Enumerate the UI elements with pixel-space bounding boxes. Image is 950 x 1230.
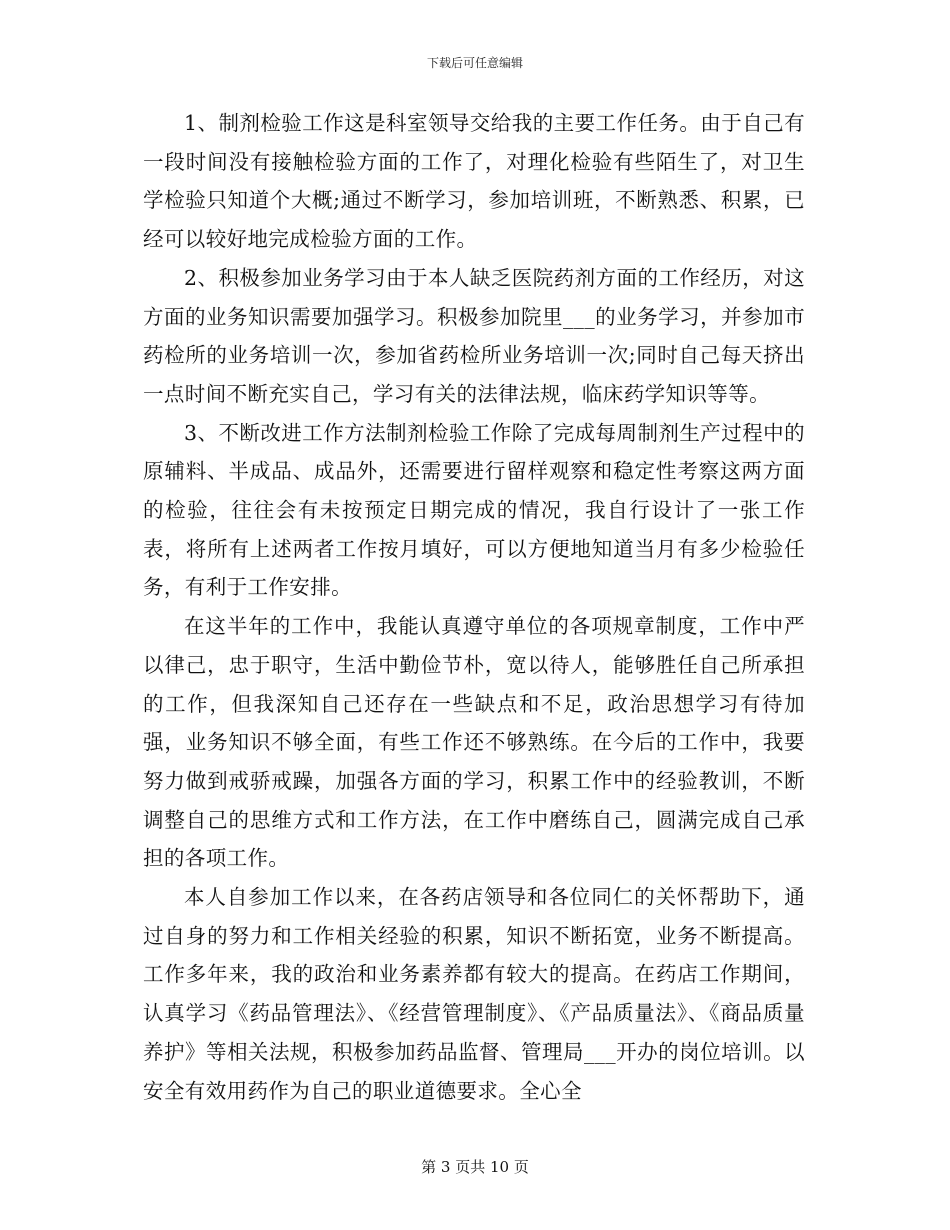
paragraph-3: 3、不断改进工作方法制剂检验工作除了完成每周制剂生产过程中的原辅料、半成品、成品外，还需要进行留样观察和稳定性考察这两方面的检验，往往会有未按预定日期完成的情况，我自行设计了一张工作表，将所有上述两者工作按月填好，可以方便地知道当月有多少检验任务，有利于工作安排。 (143, 420, 805, 600)
page-footer: 第 3 页共 10 页 (421, 1158, 529, 1176)
paragraph-2: 2、积极参加业务学习由于本人缺乏医院药剂方面的工作经历，对这方面的业务知识需要加强学习。积极参加院里___的业务学习，并参加市药检所的业务培训一次，参加省药检所业务培训一次;同时自己每天挤出一点时间不断充实自己，学习有关的法律法规，临床药学知识等等。 (143, 265, 805, 406)
paragraph-1: 1、制剂检验工作这是科室领导交给我的主要工作任务。由于自己有一段时间没有接触检验方面的工作了，对理化检验有些陌生了，对卫生学检验只知道个大概;通过不断学习，参加培训班，不断熟悉、积累，已经可以较好地完成检验方面的工作。 (143, 111, 805, 252)
paragraph-4: 在这半年的工作中，我能认真遵守单位的各项规章制度，工作中严以律己，忠于职守，生活中勤俭节朴，宽以待人，能够胜任自己所承担的工作，但我深知自己还存在一些缺点和不足，政治思想学习有待加强，业务知识不够全面，有些工作还不够熟练。在今后的工作中，我要努力做到戒骄戒躁，加强各方面的学习，积累工作中的经验教训，不断调整自己的思维方式和工作方法，在工作中磨练自己，圆满完成自己承担的各项工作。 (143, 614, 805, 871)
document-body (143, 104, 805, 1110)
paragraph-5: 本人自参加工作以来，在各药店领导和各位同仁的关怀帮助下，通过自身的努力和工作相关经验的积累，知识不断拓宽，业务不断提高。工作多年来，我的政治和业务素养都有较大的提高。在药店工作期间，认真学习《药品管理法》、《经营管理制度》、《产品质量法》、《商品质量养护》等相关法规，积极参加药品监督、管理局___开办的岗位培训。以安全有效用药作为自己的职业道德要求。全心全 (143, 885, 805, 1103)
page-header: 下载后可任意编辑 (426, 56, 523, 70)
